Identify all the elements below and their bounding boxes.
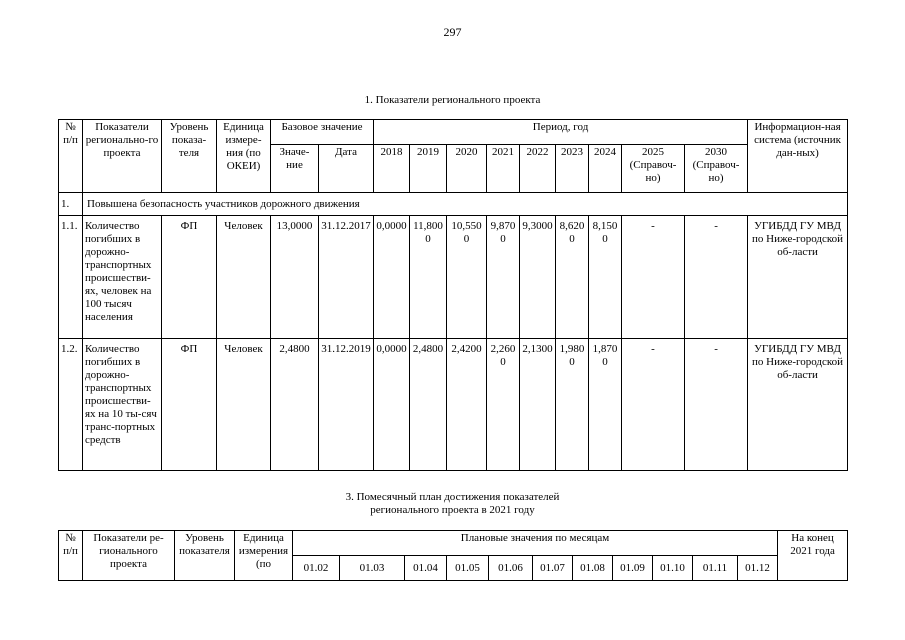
header-base-value: Значе-ние xyxy=(271,145,319,193)
row-value: 2,1300 xyxy=(520,339,556,471)
header-year: 2025 (Справоч-но) xyxy=(622,145,685,193)
row-base-value: 2,4800 xyxy=(271,339,319,471)
indicators-table xyxy=(58,119,848,471)
header-year: 2020 xyxy=(447,145,487,193)
header-month: 01.02 xyxy=(293,556,340,581)
row-value: 2,4200 xyxy=(447,339,487,471)
table2-title-line2: регионального проекта в 2021 году xyxy=(370,504,535,516)
row-indicator: Количество погибших в дорожно-транспортных происшестви-ях на 10 ты-сяч транс-портных средств xyxy=(83,339,162,471)
row-level: ФП xyxy=(162,339,217,471)
header-planned: Плановые значения по месяцам xyxy=(293,531,778,556)
header-year: 2018 xyxy=(374,145,410,193)
header-month: 01.03 xyxy=(340,556,405,581)
table-row xyxy=(59,339,848,471)
table-row xyxy=(59,216,848,339)
row-value: - xyxy=(622,216,685,339)
header-unit: Единица измерения (по xyxy=(235,531,293,581)
row-base-date: 31.12.2019 xyxy=(319,339,374,471)
row-base-date: 31.12.2017 xyxy=(319,216,374,339)
header-month: 01.11 xyxy=(693,556,738,581)
row-value: 1,9800 xyxy=(556,339,589,471)
row-level: ФП xyxy=(162,216,217,339)
row-value: - xyxy=(622,339,685,471)
row-value: 8,1500 xyxy=(589,216,622,339)
row-value: 10,5500 xyxy=(447,216,487,339)
row-value: 2,4800 xyxy=(410,339,447,471)
row-value: 1,8700 xyxy=(589,339,622,471)
row-num: 1.2. xyxy=(59,339,83,471)
page-number: 297 xyxy=(443,25,462,39)
header-month: 01.04 xyxy=(405,556,447,581)
header-num: № п/п xyxy=(59,120,83,193)
row-base-value: 13,0000 xyxy=(271,216,319,339)
table2-title xyxy=(0,491,905,517)
header-info: Информацион-ная система (источник дан-ных) xyxy=(748,120,848,193)
row-value: 0,0000 xyxy=(374,216,410,339)
header-year: 2024 xyxy=(589,145,622,193)
header-month: 01.09 xyxy=(613,556,653,581)
table1-title: 1. Показатели регионального проекта xyxy=(364,94,541,106)
section-num: 1. xyxy=(59,193,83,216)
header-end: На конец 2021 года xyxy=(778,531,848,581)
header-unit: Единица измере-ния (по ОКЕИ) xyxy=(217,120,271,193)
row-unit: Человек xyxy=(217,339,271,471)
header-level: Уровень показа-теля xyxy=(162,120,217,193)
header-month: 01.12 xyxy=(738,556,778,581)
header-indicator: Показатели регионально-го проекта xyxy=(83,120,162,193)
header-year: 2023 xyxy=(556,145,589,193)
header-indicator: Показатели ре-гионального проекта xyxy=(83,531,175,581)
header-level: Уровень показателя xyxy=(175,531,235,581)
row-info: УГИБДД ГУ МВД по Ниже-городской об-ласти xyxy=(748,339,848,471)
row-indicator: Количество погибших в дорожно-транспортных происшестви-ях, человек на 100 тысяч населения xyxy=(83,216,162,339)
row-value: 11,8000 xyxy=(410,216,447,339)
monthly-plan-table xyxy=(58,530,848,581)
header-year: 2021 xyxy=(487,145,520,193)
header-base: Базовое значение xyxy=(271,120,374,145)
header-month: 01.07 xyxy=(533,556,573,581)
header-month: 01.10 xyxy=(653,556,693,581)
row-unit: Человек xyxy=(217,216,271,339)
row-value: 9,8700 xyxy=(487,216,520,339)
header-month: 01.05 xyxy=(447,556,489,581)
header-year: 2019 xyxy=(410,145,447,193)
header-period: Период, год xyxy=(374,120,748,145)
row-value: 0,0000 xyxy=(374,339,410,471)
row-value: - xyxy=(685,216,748,339)
section-title: Повышена безопасность участников дорожного движения xyxy=(83,193,848,216)
header-month: 01.06 xyxy=(489,556,533,581)
header-month: 01.08 xyxy=(573,556,613,581)
header-base-date: Дата xyxy=(319,145,374,193)
header-year: 2022 xyxy=(520,145,556,193)
header-year: 2030 (Справоч-но) xyxy=(685,145,748,193)
row-value: - xyxy=(685,339,748,471)
row-info: УГИБДД ГУ МВД по Ниже-городской об-ласти xyxy=(748,216,848,339)
row-value: 8,6200 xyxy=(556,216,589,339)
table2-title-line1: 3. Помесячный план достижения показателей xyxy=(345,491,560,503)
row-value: 2,2600 xyxy=(487,339,520,471)
row-value: 9,3000 xyxy=(520,216,556,339)
header-num: № п/п xyxy=(59,531,83,581)
row-num: 1.1. xyxy=(59,216,83,339)
